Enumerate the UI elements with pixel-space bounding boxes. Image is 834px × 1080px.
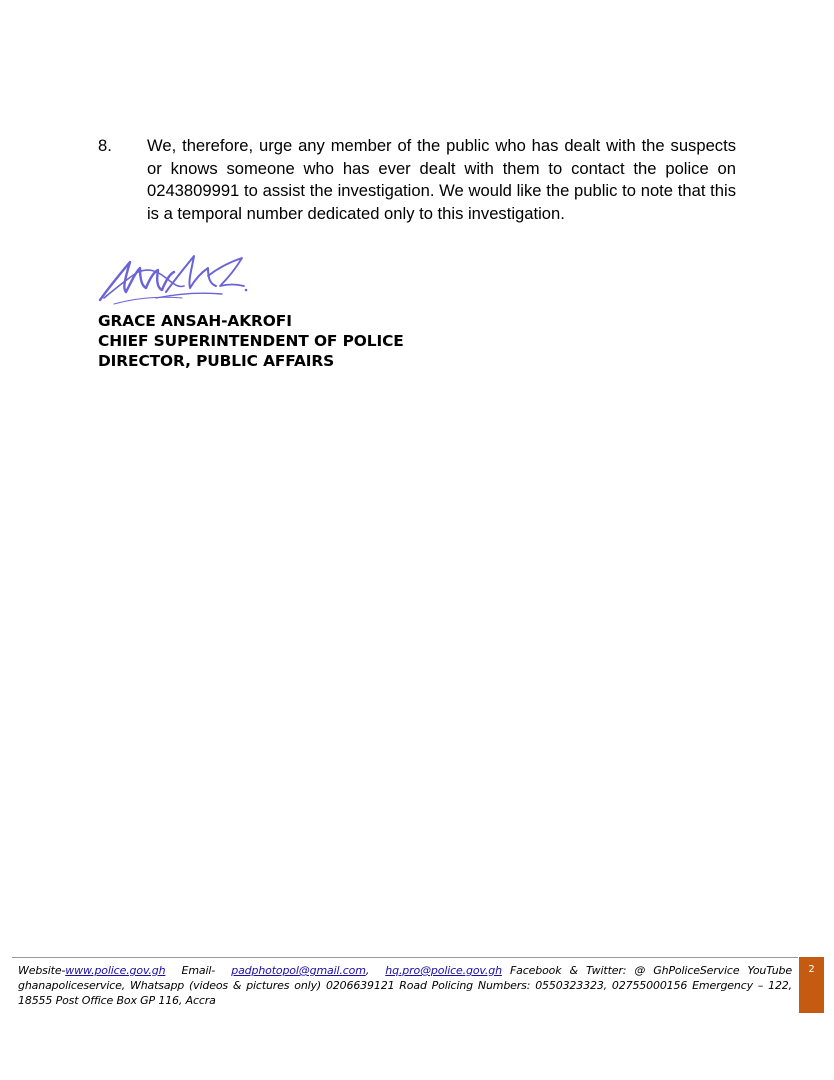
signatory-name: GRACE ANSAH-AKROFI xyxy=(98,312,292,330)
footer-email-label: Email- xyxy=(181,964,216,977)
footer-separator: , xyxy=(365,964,370,977)
email-link-hqpro[interactable]: hq.pro@police.gov.gh xyxy=(385,964,502,977)
footer-contact-details: Facebook & Twitter: @ GhPoliceService YouTube ghanapoliceservice, Whatsapp (videos & pictures only) 0206639121 Road Policing Numbers: 0550323323, 02755000156 Emergency – 122, 18555 Post Office Box GP 116, Accra xyxy=(18,964,792,1007)
signature-image xyxy=(96,248,256,308)
page-number-badge xyxy=(799,957,824,1013)
footer-divider xyxy=(12,957,798,958)
paragraph-8 xyxy=(98,135,736,225)
signatory-rank: CHIEF SUPERINTENDENT OF POLICE xyxy=(98,332,404,350)
signature-block xyxy=(98,311,404,371)
footer-website-label: Website- xyxy=(18,964,66,977)
paragraph-text: We, therefore, urge any member of the public who has dealt with the suspects or knows someone who has ever dealt with them to contact the police on 0243809991 to assist the investigation. We would like the public to note that this is a temporal number dedicated only to this investigation. xyxy=(147,136,736,223)
paragraph-number: 8. xyxy=(98,136,112,155)
website-link[interactable]: www.police.gov.gh xyxy=(65,964,166,977)
footer-contact-info xyxy=(18,963,792,1008)
email-link-padphotopol[interactable]: padphotopol@gmail.com xyxy=(231,964,366,977)
page-number: 2 xyxy=(808,964,815,975)
signatory-title: DIRECTOR, PUBLIC AFFAIRS xyxy=(98,352,335,370)
